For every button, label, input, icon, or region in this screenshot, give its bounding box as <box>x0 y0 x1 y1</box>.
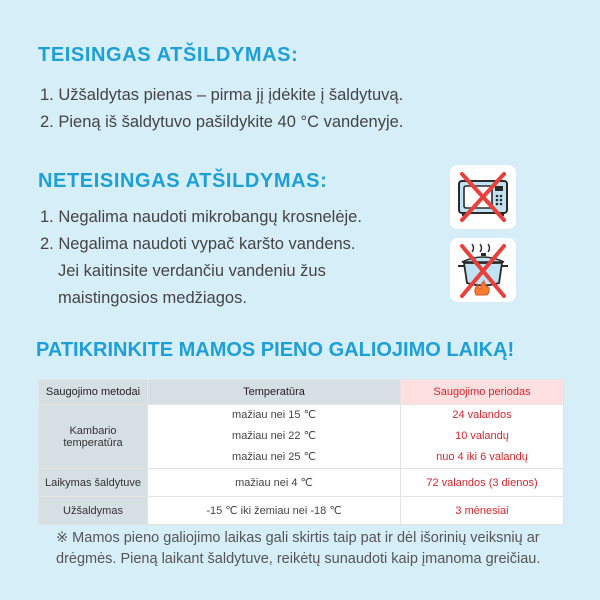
method-cell: Užšaldymas <box>39 497 148 525</box>
list-item-continuation: maistingosios medžiagos. <box>58 289 247 307</box>
temperature-cell: -15 ℃ iki žemiau nei -18 ℃ <box>148 497 401 525</box>
period-cell <box>401 405 564 469</box>
table-row <box>39 405 564 469</box>
period-value: nuo 4 iki 6 valandų <box>436 451 528 463</box>
method-line: Kambario <box>69 424 117 437</box>
list-item: 1. Negalima naudoti mikrobangų krosnelėje. <box>40 208 362 226</box>
table-header-row <box>39 380 564 405</box>
storage-table <box>38 379 564 525</box>
storage-note <box>56 528 576 570</box>
table-row <box>39 469 564 497</box>
correct-warming-title: TEISINGAS ATŠILDYMAS: <box>38 44 299 66</box>
column-header-period: Saugojimo periodas <box>401 380 564 405</box>
method-cell <box>39 405 148 469</box>
temperature-cell: mažiau nei 4 ℃ <box>148 469 401 497</box>
period-cell: 3 mėnesiai <box>401 497 564 525</box>
period-value: 24 valandos <box>452 409 512 421</box>
incorrect-warming-title: NETEISINGAS ATŠILDYMAS: <box>38 170 328 192</box>
column-header-temperature: Temperatūra <box>148 380 401 405</box>
temperature-value: mažiau nei 25 ℃ <box>232 451 316 463</box>
correct-warming-list <box>40 82 403 136</box>
note-line: drėgmės. Pieną laikant šaldytuve, reikėtų sunaudoti kaip įmanoma greičiau. <box>56 551 541 567</box>
temperature-cell <box>148 405 401 469</box>
period-cell: 72 valandos (3 dienos) <box>401 469 564 497</box>
list-item: 2. Pieną iš šaldytuvo pašildykite 40 °C vandenyje. <box>40 113 404 131</box>
list-item-continuation: Jei kaitinsite verdančiu vandeniu žus <box>58 262 326 280</box>
column-header-method: Saugojimo metodai <box>39 380 148 405</box>
check-expiry-title: PATIKRINKITE MAMOS PIENO GALIOJIMO LAIKĄ! <box>36 339 515 361</box>
method-line: temperatūra <box>63 436 123 449</box>
temperature-value: mažiau nei 22 ℃ <box>232 430 316 442</box>
temperature-value: mažiau nei 15 ℃ <box>232 409 316 421</box>
incorrect-warming-list <box>40 204 362 312</box>
microwave-crossed-icon <box>450 165 516 229</box>
list-item: 1. Užšaldytas pienas – pirma jį įdėkite į šaldytuvą. <box>40 86 404 104</box>
note-line: ※ Mamos pieno galiojimo laikas gali skirtis taip pat ir dėl išorinių veiksnių ar <box>56 530 540 546</box>
list-item: 2. Negalima naudoti vypač karšto vandens. <box>40 235 356 253</box>
table-row <box>39 497 564 525</box>
method-cell: Laikymas šaldytuve <box>39 469 148 497</box>
boiling-pot-crossed-icon <box>450 238 516 302</box>
period-value: 10 valandų <box>455 430 509 442</box>
